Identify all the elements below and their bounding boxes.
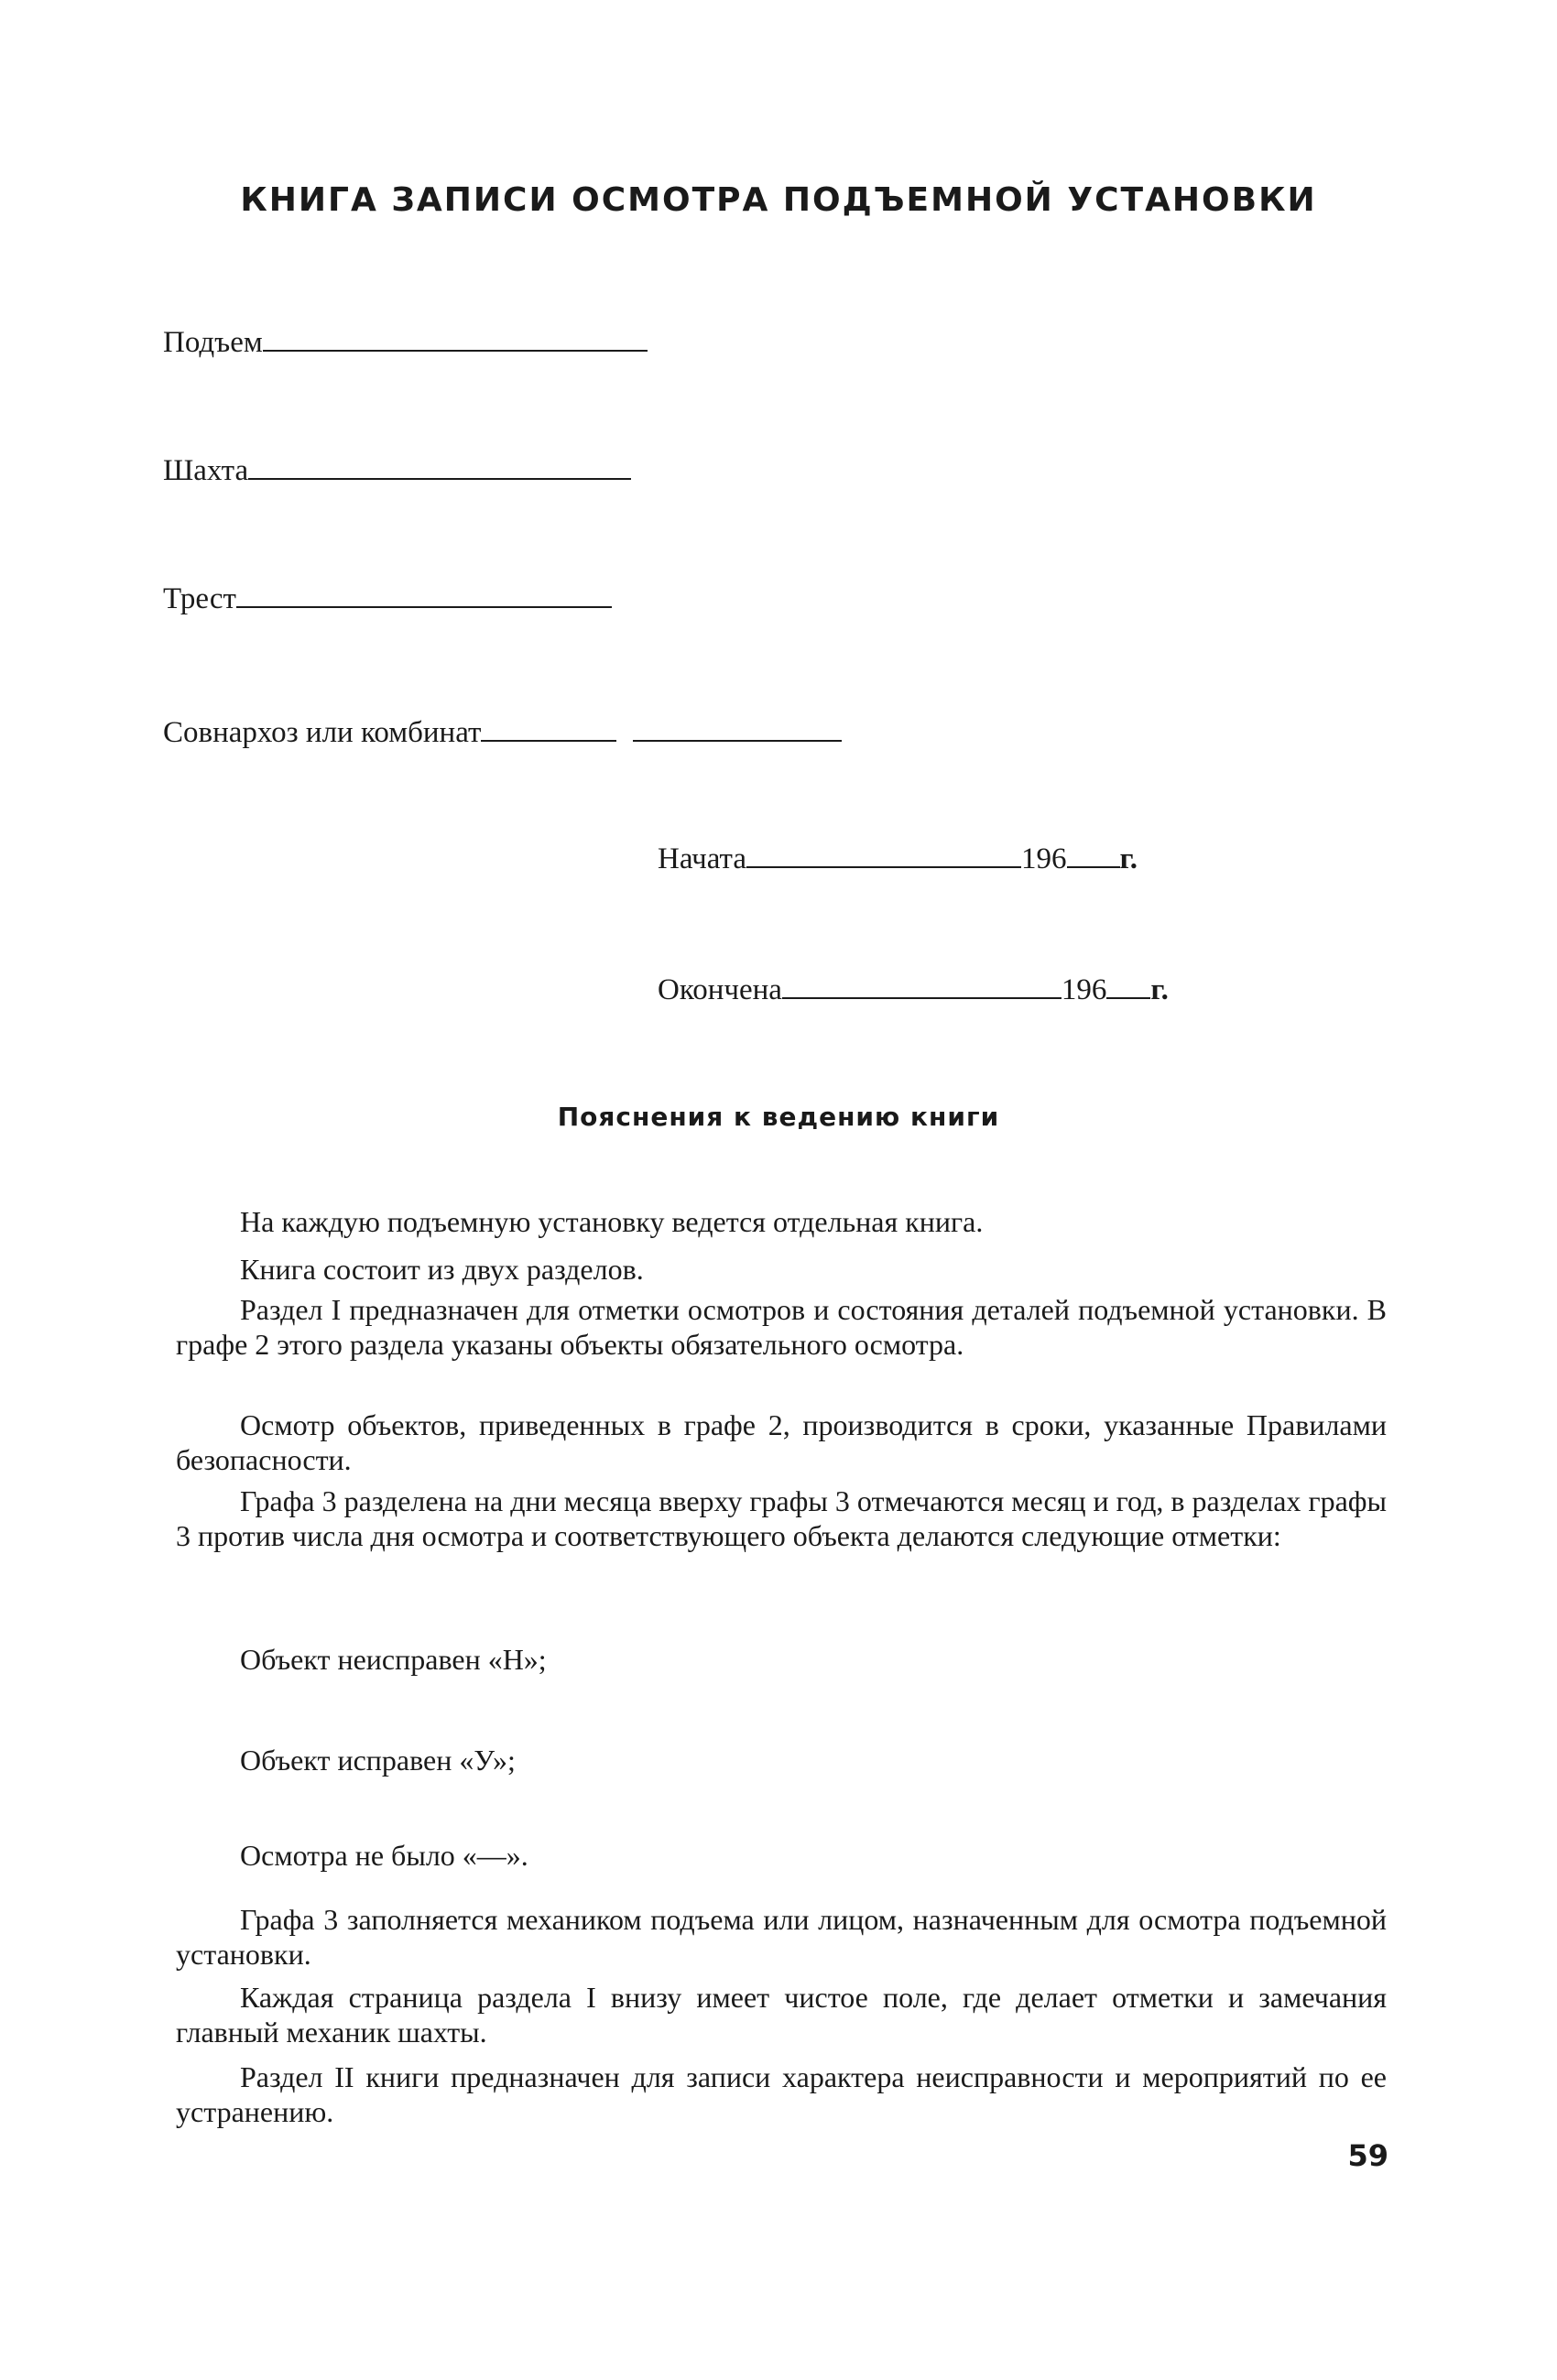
mark-no-inspection: Осмотра не было «—». (240, 1839, 528, 1872)
paragraph-text: Графа 3 разделена на дни месяца вверху графы 3 отмечаются месяц и год, в разделах графы 3 против числа дня осмотра и соответствующего объекта делаются следующие отметки: (176, 1484, 1387, 1552)
paragraph-text: Книга состоит из двух разделов. (240, 1253, 644, 1286)
paragraph (176, 1204, 1387, 1239)
mine-field (163, 454, 631, 488)
page-title: КНИГА ЗАПИСИ ОСМОТРА ПОДЪЕМНОЙ УСТАНОВКИ (240, 181, 1317, 219)
paragraph (176, 1407, 1387, 1477)
trust-label: Трест (163, 582, 236, 615)
ended-date-line (782, 996, 1062, 999)
council-label: Совнархоз или комбинат (163, 716, 482, 749)
started-label: Начата (658, 842, 747, 875)
paragraph-text: Раздел II книги предназначен для записи характера неисправности и мероприятий по ее устранению. (176, 2060, 1387, 2128)
paragraph (176, 1980, 1387, 2049)
paragraph (176, 2059, 1387, 2129)
mine-label: Шахта (163, 454, 249, 487)
mark-ok: Объект исправен «У»; (240, 1744, 516, 1777)
ended-year-line (1106, 996, 1150, 999)
lift-blank-line (263, 349, 648, 352)
page-number: 59 (1347, 2138, 1388, 2173)
paragraph-text: Графа 3 заполняется механиком подъема или лицом, назначенным для осмотра подъемной установки. (176, 1903, 1387, 1971)
paragraph (176, 1292, 1387, 1362)
mine-blank-line (248, 477, 631, 480)
council-blank-line-1 (481, 739, 616, 742)
started-year-prefix: 196 (1021, 842, 1067, 875)
ended-year-prefix: 196 (1061, 973, 1107, 1006)
trust-field (163, 582, 612, 616)
paragraph-text: Каждая страница раздела I внизу имеет чистое поле, где делает отметки и замечания главный механик шахты. (176, 1981, 1387, 2049)
paragraph (176, 1483, 1387, 1553)
trust-blank-line (236, 605, 612, 608)
ended-label: Окончена (658, 973, 782, 1006)
mark-faulty: Объект неисправен «Н»; (240, 1643, 547, 1676)
lift-label: Подъем (163, 326, 263, 359)
started-year-suffix: г. (1119, 842, 1138, 875)
lift-field (163, 326, 648, 360)
paragraph (176, 1252, 1387, 1287)
paragraph-text: Раздел I предназначен для отметки осмотров и состояния деталей подъемной установки. В графе 2 этого раздела указаны объекты обязательного осмотра. (176, 1293, 1387, 1361)
council-blank-line-2 (633, 739, 842, 742)
started-field (658, 842, 1138, 876)
council-field (163, 716, 842, 750)
ended-year-suffix: г. (1150, 973, 1169, 1006)
paragraph-text: Осмотр объектов, приведенных в графе 2, производится в сроки, указанные Правилами безопасности. (176, 1408, 1387, 1476)
started-date-line (746, 865, 1021, 868)
paragraph-text: На каждую подъемную установку ведется отдельная книга. (240, 1205, 984, 1238)
started-year-line (1067, 865, 1120, 868)
paragraph (176, 1902, 1387, 1972)
section-subtitle: Пояснения к ведению книги (557, 1102, 1000, 1132)
ended-field (658, 973, 1169, 1007)
